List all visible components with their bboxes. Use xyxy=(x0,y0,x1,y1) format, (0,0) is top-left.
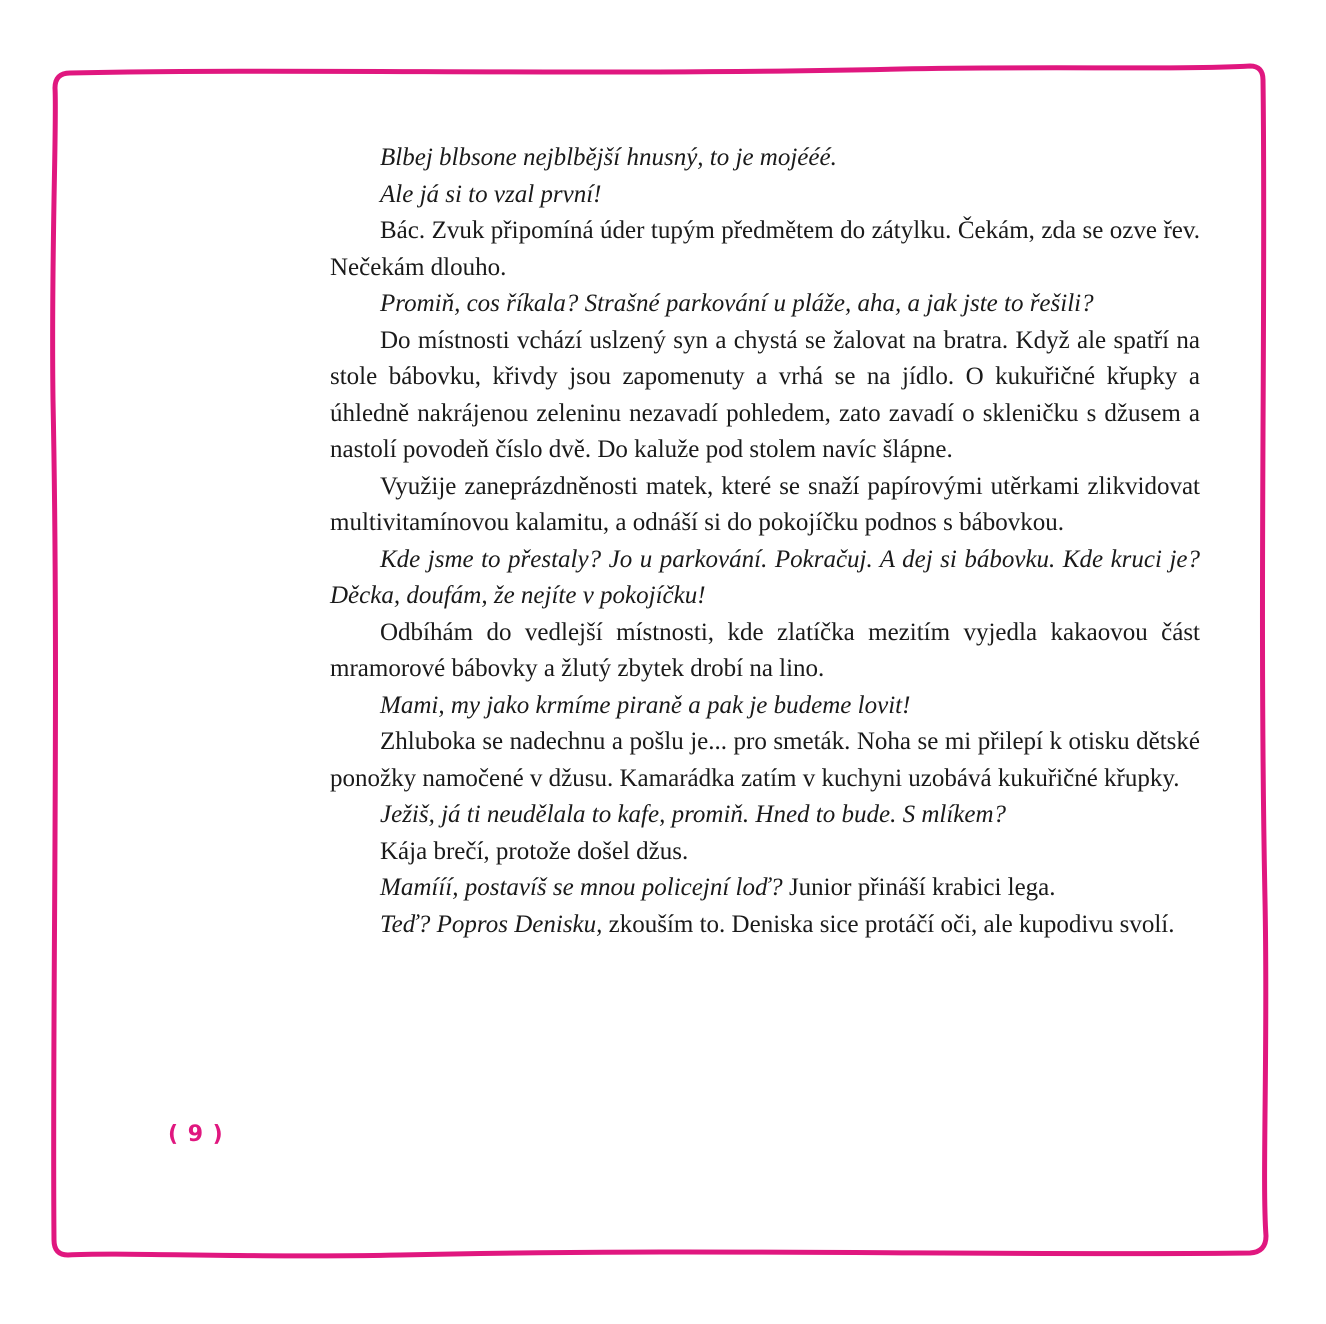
dialogue-text: Kde jsme to přestaly? Jo u parkování. Pokračuj. A dej si bábovku. Kde kruci je? Děcka, doufám, že nejíte v pokojíčku! xyxy=(330,545,1200,609)
paragraph xyxy=(330,797,1200,834)
paragraph xyxy=(330,542,1200,615)
narration-text: Zhluboka se nadechnu a pošlu je... pro smeták. Noha se mi přilepí k otisku dětské ponožky namočené v džusu. Kamarádka zatím v kuchyni uzobává kukuřičné křupky. xyxy=(330,728,1200,792)
page-number: ( 9 ) xyxy=(168,1122,224,1147)
paragraph xyxy=(330,140,1200,177)
narration-text: Bác. Zvuk připomíná úder tupým předmětem do zátylku. Čekám, zda se ozve řev. Nečekám dlouho. xyxy=(330,217,1200,281)
paragraph xyxy=(330,323,1200,469)
paragraph xyxy=(330,213,1200,286)
paragraph xyxy=(330,469,1200,542)
paragraph xyxy=(330,724,1200,797)
paragraph xyxy=(330,177,1200,214)
narration-text: Junior přináší krabici lega. xyxy=(782,874,1056,901)
paragraph xyxy=(330,286,1200,323)
paragraph xyxy=(330,834,1200,871)
body-text xyxy=(330,140,1200,943)
dialogue-text: Teď? Popros Denisku, xyxy=(380,910,603,938)
narration-text: zkouším to. Deniska sice protáčí oči, ale kupodivu svolí. xyxy=(602,910,1175,938)
paragraph xyxy=(330,688,1200,725)
narration-text: Odbíhám do vedlejší místnosti, kde zlatíčka mezitím vyjedla kakaovou část mramorové bábovky a žlutý zbytek drobí na lino. xyxy=(330,618,1200,682)
dialogue-text: Mamííí, postavíš se mnou policejní loď? xyxy=(380,874,783,901)
dialogue-text: Ježiš, já ti neudělala to kafe, promiň. Hned to bude. S mlíkem? xyxy=(380,801,1007,828)
narration-text: Kája brečí, protože došel džus. xyxy=(380,837,689,865)
paragraph xyxy=(330,907,1200,944)
dialogue-text: Promiň, cos říkala? Strašné parkování u pláže, aha, a jak jste to řešili? xyxy=(380,290,1094,317)
paragraph xyxy=(330,615,1200,688)
narration-text: Využije zaneprázdněnosti matek, které se snaží papírovými utěrkami zlikvidovat multivitamínovou kalamitu, a odnáší si do pokojíčku podnos s bábovkou. xyxy=(330,472,1200,536)
dialogue-text: Blbej blbsone nejblbější hnusný, to je mojééé. xyxy=(380,144,837,171)
paragraph xyxy=(330,870,1200,907)
dialogue-text: Mami, my jako krmíme piraně a pak je budeme lovit! xyxy=(380,691,911,719)
dialogue-text: Ale já si to vzal první! xyxy=(380,180,602,208)
narration-text: Do místnosti vchází uslzený syn a chystá se žalovat na bratra. Když ale spatří na stole bábovku, křivdy jsou zapomenuty a vrhá se na jídlo. O kukuřičné křupky a úhledně nakrájenou zeleninu nezavadí pohledem, zato zavadí o skleničku s džusem a nastolí povodeň číslo dvě. Do kaluže pod stolem navíc šlápne. xyxy=(330,326,1200,463)
